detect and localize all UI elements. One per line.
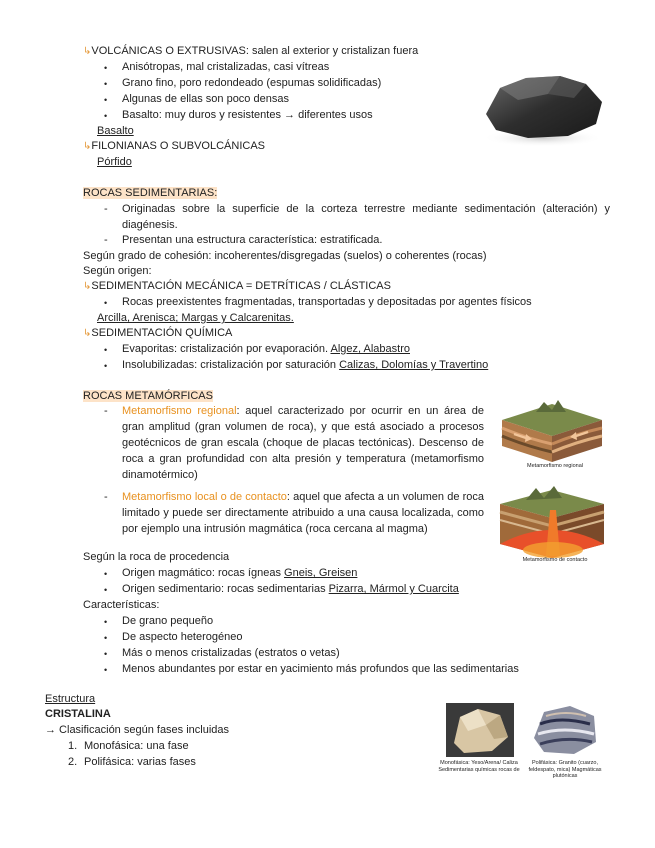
metamorfismo-regional-paragraph: Metamorfismo regional: aquel caracterizado por ocurrir en un área de gran amplitud (gran volumen de roca), y que está asociado a procesos geotécnicos de gran escala (choque de placas tectónicas). Descenso de roca a gran profundidad con alta presión y temperatura (metamorfismo dinamotérmico) bbox=[122, 405, 484, 481]
monofasica-rock-image bbox=[446, 703, 514, 757]
metamorficas-title: ROCAS METAMÓRFICAS bbox=[83, 390, 213, 402]
list-item: Monofásica: una fase bbox=[84, 740, 189, 752]
dash-icon: - bbox=[104, 491, 108, 503]
bullet-icon: • bbox=[104, 111, 108, 121]
insolubilizadas-item: Insolubilizadas: cristalización por saturación Calizas, Dolomías y Travertino bbox=[122, 359, 489, 371]
bullet-icon: • bbox=[104, 585, 108, 595]
basalt-rock-image bbox=[478, 68, 608, 148]
list-item: Menos abundantes por estar en yacimiento más profundos que las sedimentarias bbox=[122, 663, 519, 675]
bullet-icon: • bbox=[104, 617, 108, 627]
list-item: Algunas de ellas son poco densas bbox=[122, 93, 289, 105]
list-item: De grano pequeño bbox=[122, 615, 214, 627]
dash-icon: - bbox=[104, 203, 108, 215]
origen-sedimentario-item: Origen sedimentario: rocas sedimentarias Pizarra, Mármol y Cuarcita bbox=[122, 583, 459, 595]
caracteristicas-line: Características: bbox=[83, 599, 160, 611]
contacto-caption: Metamorfismo de contacto bbox=[522, 557, 588, 563]
sub-arrow-icon: ↳ bbox=[83, 141, 92, 152]
list-item: Anisótropas, mal cristalizadas, casi vítreas bbox=[122, 61, 330, 73]
mecanica-bullet: Rocas preexistentes fragmentadas, transportadas y depositadas por agentes físicos bbox=[122, 296, 532, 308]
polifasica-rock-image bbox=[530, 702, 600, 758]
bullet-icon: • bbox=[104, 345, 108, 355]
bullet-icon: • bbox=[104, 361, 108, 371]
bullet-icon: • bbox=[104, 95, 108, 105]
bullet-icon: • bbox=[104, 63, 108, 73]
sedimentarias-dash-2: Presentan una estructura característica: estratificada. bbox=[122, 234, 383, 246]
regional-caption: Metamorfismo regional bbox=[527, 463, 583, 469]
bullet-icon: • bbox=[104, 569, 108, 579]
mecanica-heading: ↳SEDIMENTACIÓN MECÁNICA = DETRÍTICAS / CLÁSTICAS bbox=[83, 280, 391, 292]
origen-line: Según origen: bbox=[83, 265, 152, 277]
bullet-icon: • bbox=[104, 633, 108, 643]
bullet-icon: • bbox=[104, 79, 108, 89]
filonianas-heading: ↳FILONIANAS O SUBVOLCÁNICAS bbox=[83, 140, 265, 152]
list-item: Grano fino, poro redondeado (espumas solidificadas) bbox=[122, 77, 382, 89]
procedencia-line: Según la roca de procedencia bbox=[83, 551, 230, 563]
clasificacion-line: → Clasificación según fases incluidas bbox=[45, 724, 230, 736]
list-item: De aspecto heterogéneo bbox=[122, 631, 243, 643]
cristalina-subtitle: CRISTALINA bbox=[45, 708, 111, 720]
estructura-title: Estructura bbox=[45, 693, 96, 705]
bullet-icon: • bbox=[104, 298, 108, 308]
sub-arrow-icon: ↳ bbox=[83, 328, 92, 339]
bullet-icon: • bbox=[104, 665, 108, 675]
list-number: 2. bbox=[68, 756, 78, 768]
dash-icon: - bbox=[104, 405, 108, 417]
monofasica-caption: Monofásica: Yeso/Arena/ Caliza Sedimentarias químicas rocas de bbox=[438, 760, 520, 773]
basalto-example: Basalto bbox=[97, 125, 134, 137]
volcanicas-heading: ↳VOLCÁNICAS O EXTRUSIVAS: salen al exterior y cristalizan fuera bbox=[83, 45, 419, 57]
cohesion-line: Según grado de cohesión: incoherentes/disgregadas (suelos) o coherentes (rocas) bbox=[83, 250, 487, 262]
sub-arrow-icon: ↳ bbox=[83, 281, 92, 292]
bullet-icon: • bbox=[104, 649, 108, 659]
porfido-example: Pórfido bbox=[97, 156, 132, 168]
metamorfismo-regional-diagram bbox=[496, 398, 608, 472]
metamorfismo-contacto-diagram bbox=[496, 486, 608, 566]
sedimentarias-title: ROCAS SEDIMENTARIAS: bbox=[83, 187, 218, 199]
dash-icon: - bbox=[104, 234, 108, 246]
evaporitas-item: Evaporitas: cristalización por evaporación. Algez, Alabastro bbox=[122, 343, 410, 355]
mecanica-examples: Arcilla, Arenisca; Margas y Calcarenitas. bbox=[97, 312, 294, 324]
sub-arrow-icon: ↳ bbox=[83, 46, 92, 57]
polifasica-caption: Polifásica: Granito (cuarzo, feldespato, mica) Magmáticas plutónicas bbox=[528, 760, 602, 779]
sedimentarias-dash-1: Originadas sobre la superficie de la corteza terrestre mediante sedimentación (alteración) y diagénesis. bbox=[122, 203, 610, 231]
list-item: Más o menos cristalizadas (estratos o vetas) bbox=[122, 647, 340, 659]
list-item: Basalto: muy duros y resistentes → diferentes usos bbox=[122, 109, 373, 121]
metamorfismo-contacto-paragraph: Metamorfismo local o de contacto: aquel que afecta a un volumen de roca limitado y puede ser directamente atribuido a una causa localizada, como por ejemplo una intrusión magmática (roca cercana al magma) bbox=[122, 491, 484, 535]
origen-magmatico-item: Origen magmático: rocas ígneas Gneis, Greisen bbox=[122, 567, 358, 579]
list-number: 1. bbox=[68, 740, 78, 752]
quimica-heading: ↳SEDIMENTACIÓN QUÍMICA bbox=[83, 327, 233, 339]
list-item: Polifásica: varias fases bbox=[84, 756, 196, 768]
